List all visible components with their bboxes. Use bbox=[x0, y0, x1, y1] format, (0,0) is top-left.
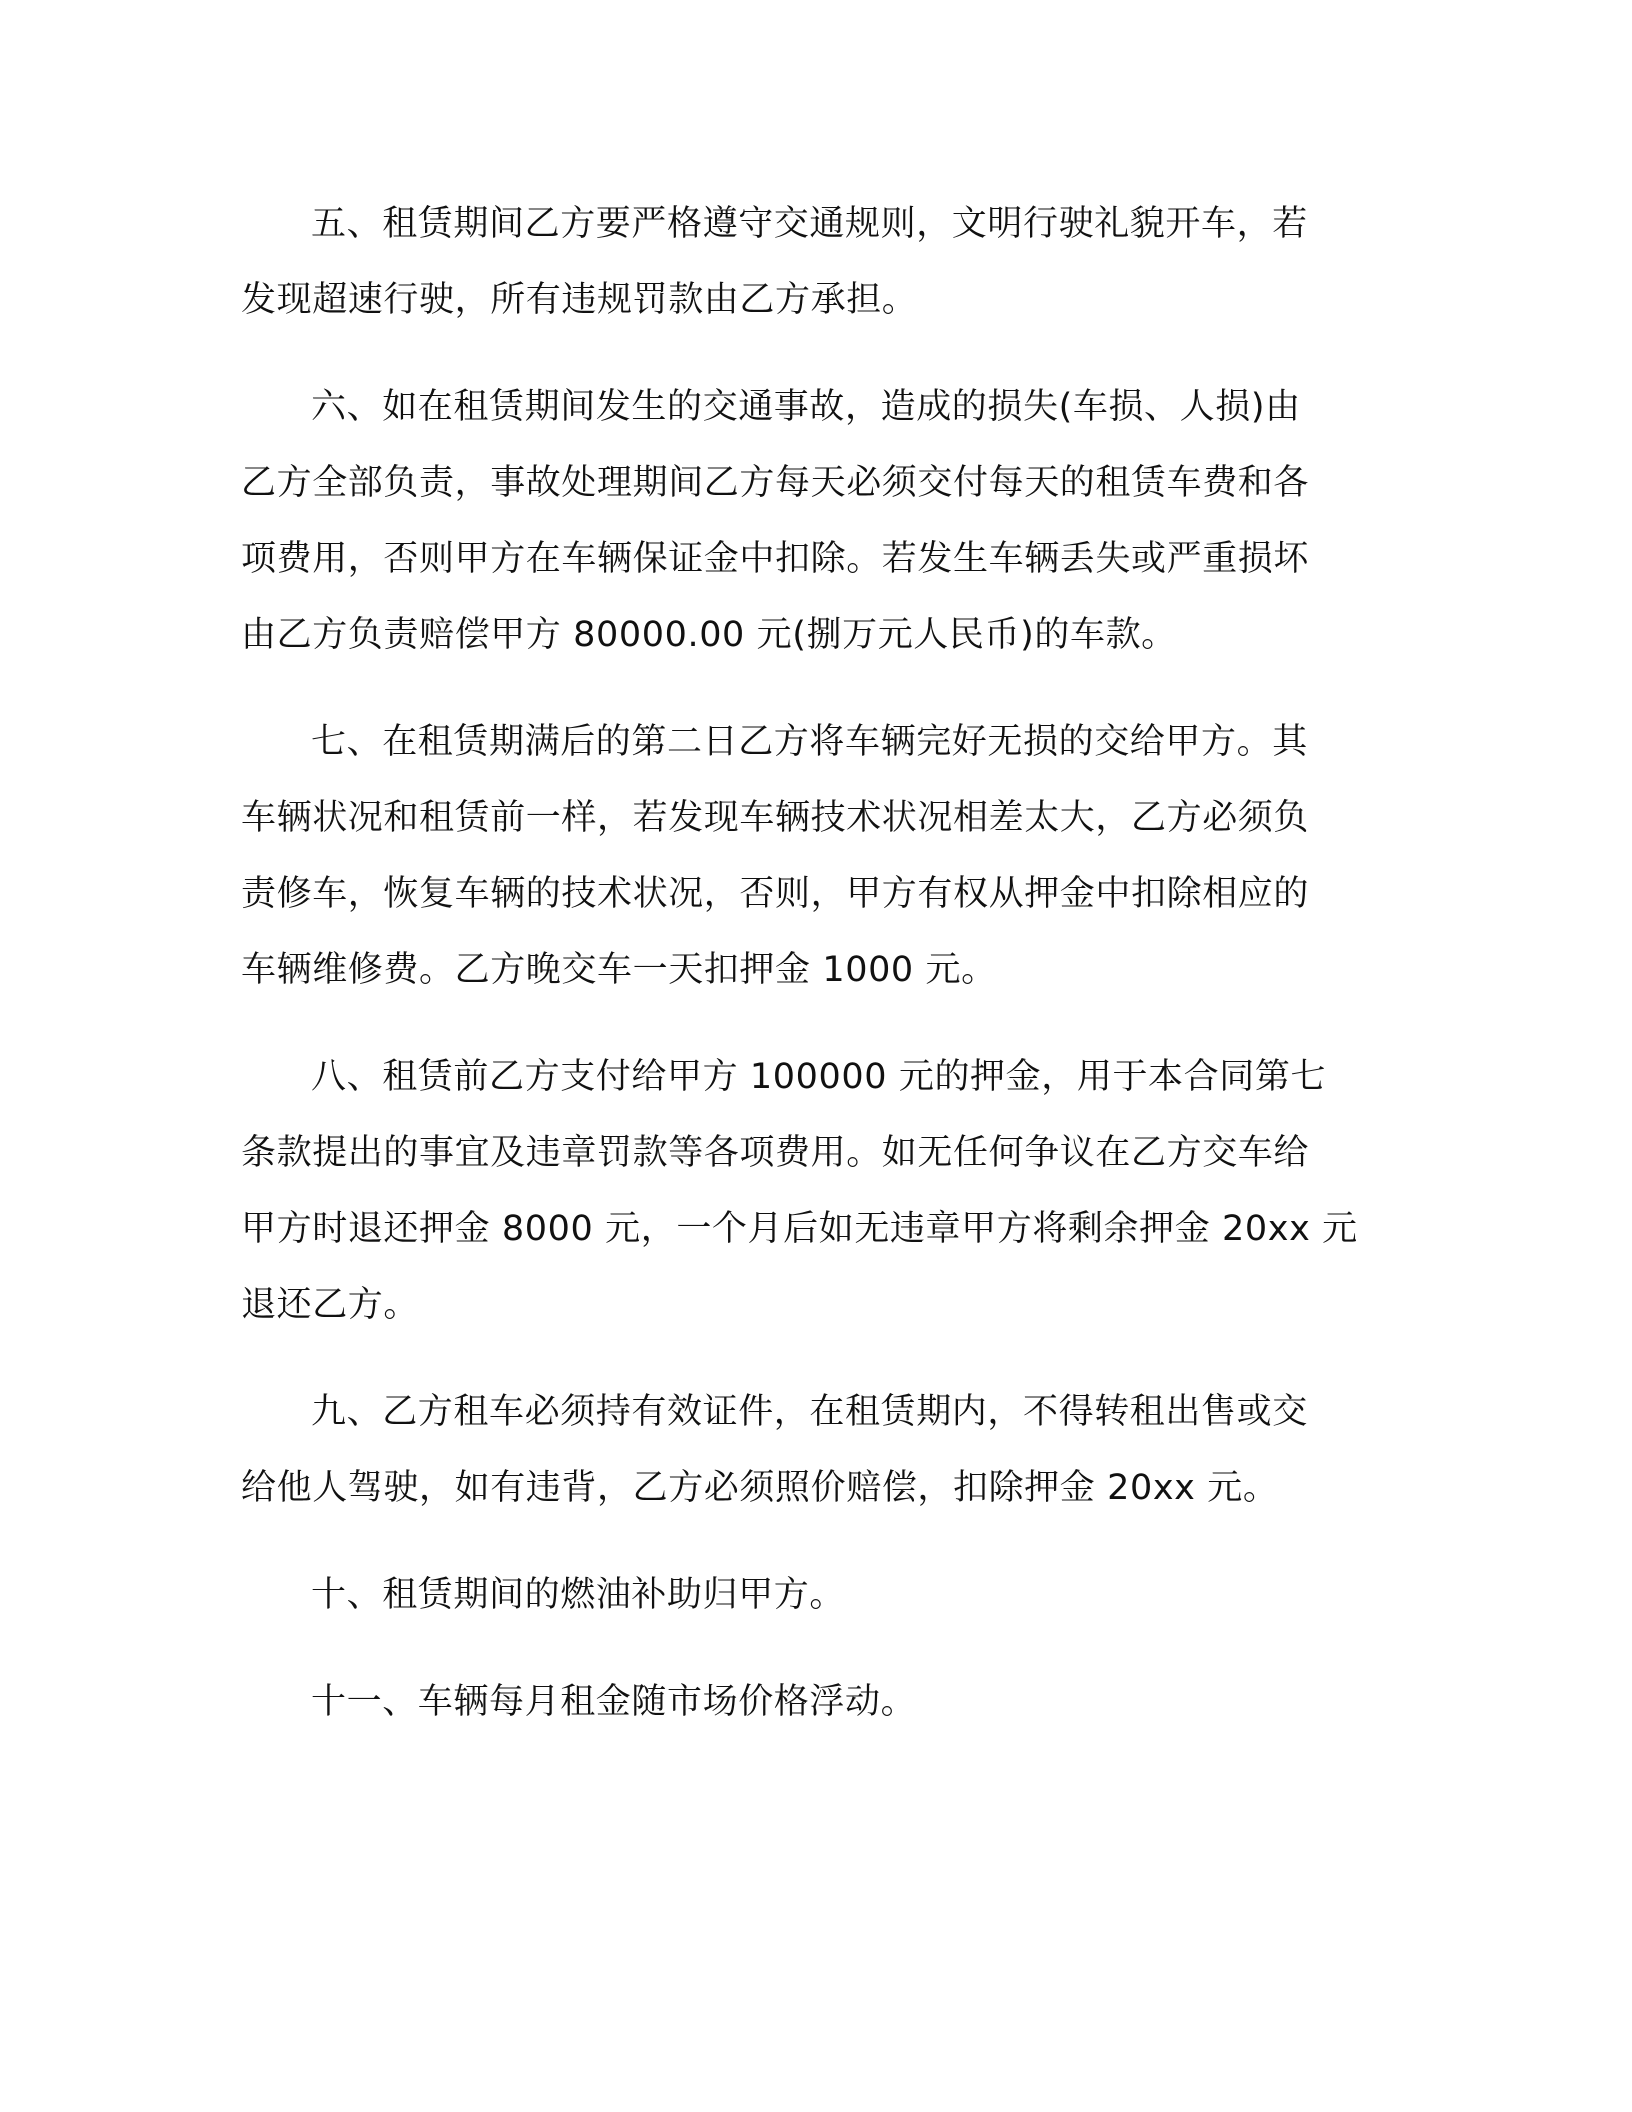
clause-5: 五、租赁期间乙方要严格遵守交通规则，文明行驶礼貌开车，若 发现超速行驶，所有违规罚款由乙方承担。 bbox=[241, 204, 1308, 320]
clause-6: 六、如在租赁期间发生的交通事故，造成的损失(车损、人损)由 乙方全部负责，事故处理期间乙方每天必须交付每天的租赁车费和各 项费用，否则甲方在车辆保证金中扣除。若发生车辆丢失或严重损坏 由乙方负责赔偿甲方 80000.00 元(捌万元人民币)的车款。 bbox=[241, 387, 1310, 655]
clause-10: 十、租赁期间的燃油补助归甲方。 bbox=[311, 1575, 846, 1615]
clause-11: 十一、车辆每月租金随市场价格浮动。 bbox=[311, 1682, 917, 1722]
clause-7: 七、在租赁期满后的第二日乙方将车辆完好无损的交给甲方。其 车辆状况和租赁前一样，若发现车辆技术状况相差太大，乙方必须负 责修车，恢复车辆的技术状况，否则，甲方有权从押金中扣除相应的 车辆维修费。乙方晚交车一天扣押金 1000 元。 bbox=[241, 722, 1310, 990]
contract-body bbox=[241, 186, 1371, 1740]
clause-9: 九、乙方租车必须持有效证件，在租赁期内，不得转租出售或交 给他人驾驶，如有违背，乙方必须照价赔偿，扣除押金 20xx 元。 bbox=[241, 1392, 1308, 1508]
clause-8: 八、租赁前乙方支付给甲方 100000 元的押金，用于本合同第七 条款提出的事宜及违章罚款等各项费用。如无任何争议在乙方交车给 甲方时退还押金 8000 元，一个月后如无违章甲方将剩余押金 20xx 元 退还乙方。 bbox=[241, 1057, 1358, 1325]
